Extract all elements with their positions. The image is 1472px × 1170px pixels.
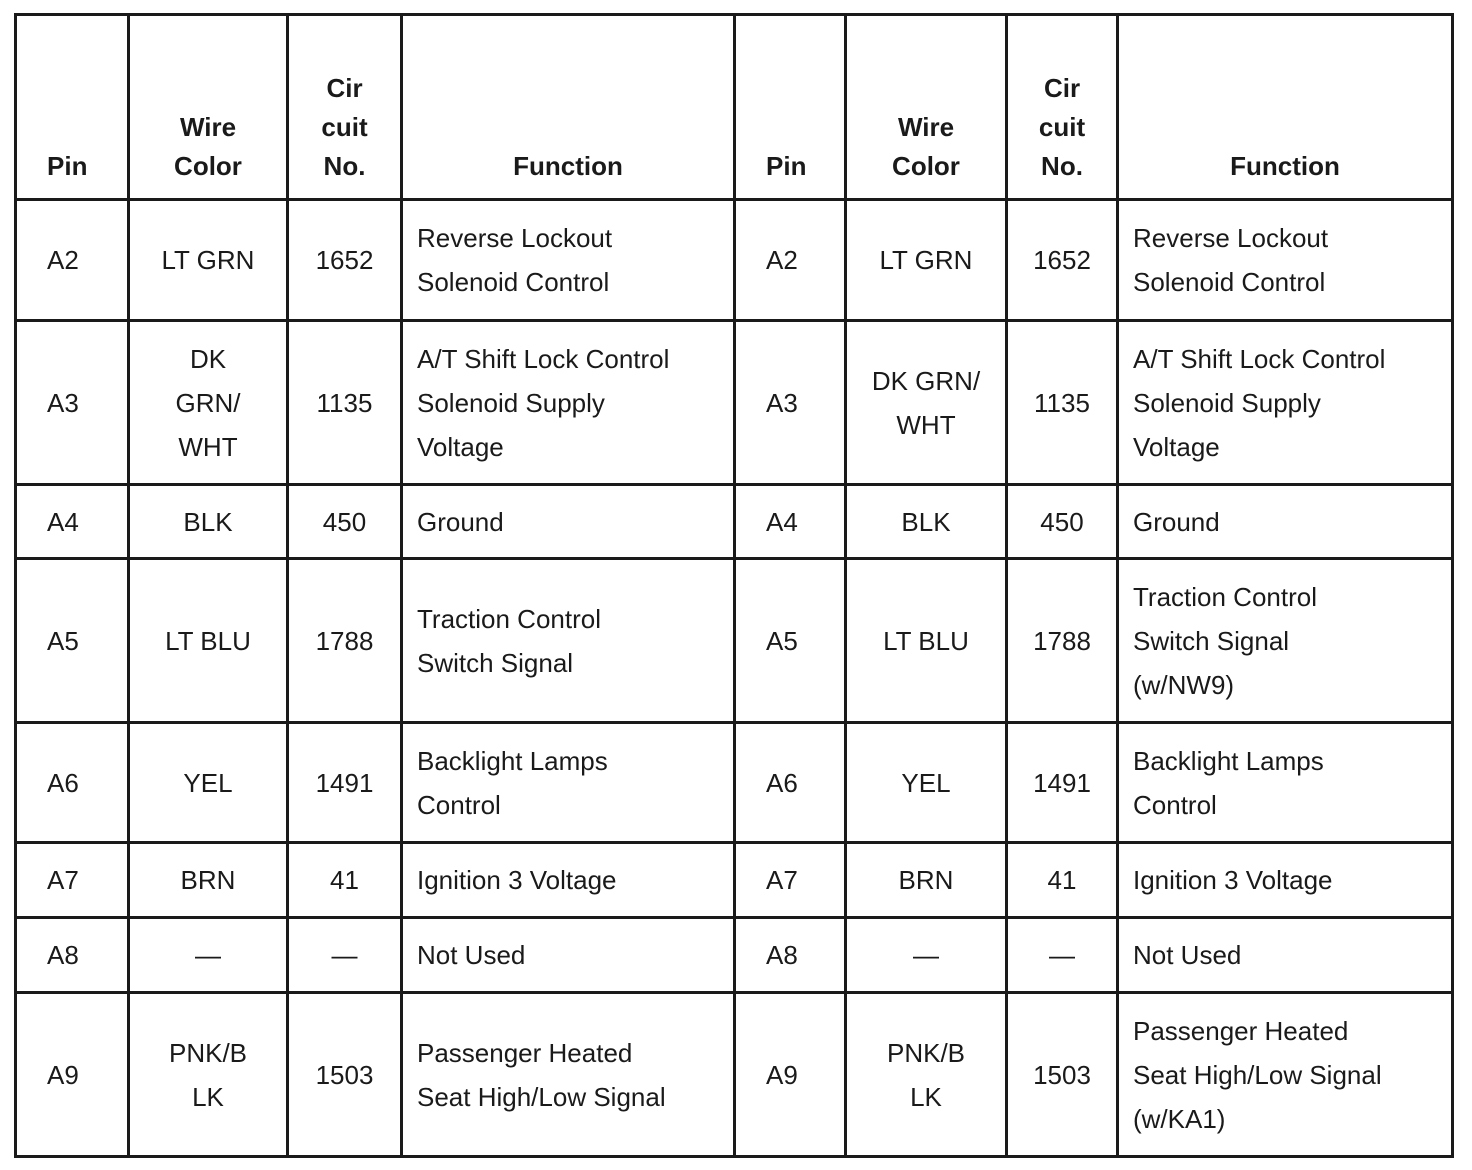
function-cell: Traction Control Switch Signal (w/NW9): [1118, 559, 1453, 723]
pin-cell: A2: [735, 200, 846, 321]
function-cell: Reverse Lockout Solenoid Control: [1118, 200, 1453, 321]
function-cell: Traction Control Switch Signal: [402, 559, 735, 723]
table-row: [16, 918, 1453, 993]
function-cell: Ignition 3 Voltage: [1118, 843, 1453, 918]
header-wire-color-left: Wire Color: [129, 15, 288, 200]
function-cell: Passenger Heated Seat High/Low Signal (w/KA1): [1118, 993, 1453, 1157]
circuit-cell: 1135: [288, 321, 402, 485]
wire-color-cell: PNK/B LK: [846, 993, 1007, 1157]
pin-cell: A9: [16, 993, 129, 1157]
header-function-left: Function: [402, 15, 735, 200]
pin-cell: A9: [735, 993, 846, 1157]
table-row: [16, 723, 1453, 843]
circuit-cell: 1503: [1007, 993, 1118, 1157]
circuit-cell: 1135: [1007, 321, 1118, 485]
function-cell: Not Used: [1118, 918, 1453, 993]
wire-color-cell: DK GRN/ WHT: [846, 321, 1007, 485]
function-cell: A/T Shift Lock Control Solenoid Supply Voltage: [1118, 321, 1453, 485]
function-cell: Ignition 3 Voltage: [402, 843, 735, 918]
circuit-cell: 450: [288, 485, 402, 559]
pin-cell: A8: [16, 918, 129, 993]
pin-cell: A4: [735, 485, 846, 559]
function-cell: Ground: [402, 485, 735, 559]
table-row: [16, 200, 1453, 321]
header-wire-color-right: Wire Color: [846, 15, 1007, 200]
pin-cell: A4: [16, 485, 129, 559]
header-pin-left: Pin: [16, 15, 129, 200]
pin-cell: A6: [735, 723, 846, 843]
header-circuit-no-left: Cir cuit No.: [288, 15, 402, 200]
pin-cell: A5: [16, 559, 129, 723]
wire-color-cell: YEL: [846, 723, 1007, 843]
header-function-right: Function: [1118, 15, 1453, 200]
header-pin-right: Pin: [735, 15, 846, 200]
function-cell: A/T Shift Lock Control Solenoid Supply Voltage: [402, 321, 735, 485]
circuit-cell: 1652: [288, 200, 402, 321]
wire-color-cell: DK GRN/ WHT: [129, 321, 288, 485]
circuit-cell: 1788: [288, 559, 402, 723]
function-cell: Passenger Heated Seat High/Low Signal: [402, 993, 735, 1157]
circuit-cell: —: [1007, 918, 1118, 993]
wire-color-cell: PNK/B LK: [129, 993, 288, 1157]
function-cell: Not Used: [402, 918, 735, 993]
pin-cell: A7: [735, 843, 846, 918]
pin-cell: A7: [16, 843, 129, 918]
wire-color-cell: BRN: [129, 843, 288, 918]
circuit-cell: 1491: [288, 723, 402, 843]
wire-color-cell: —: [846, 918, 1007, 993]
wire-color-cell: LT BLU: [129, 559, 288, 723]
wire-color-cell: LT GRN: [129, 200, 288, 321]
pin-cell: A2: [16, 200, 129, 321]
wire-color-cell: LT BLU: [846, 559, 1007, 723]
wire-color-cell: —: [129, 918, 288, 993]
circuit-cell: 1652: [1007, 200, 1118, 321]
circuit-cell: —: [288, 918, 402, 993]
circuit-cell: 41: [1007, 843, 1118, 918]
function-cell: Backlight Lamps Control: [1118, 723, 1453, 843]
table-row: [16, 485, 1453, 559]
circuit-cell: 450: [1007, 485, 1118, 559]
wire-color-cell: BLK: [129, 485, 288, 559]
circuit-cell: 1491: [1007, 723, 1118, 843]
circuit-cell: 1788: [1007, 559, 1118, 723]
wire-color-cell: LT GRN: [846, 200, 1007, 321]
pin-cell: A6: [16, 723, 129, 843]
header-circuit-no-right: Cir cuit No.: [1007, 15, 1118, 200]
table-row: [16, 843, 1453, 918]
function-cell: Reverse Lockout Solenoid Control: [402, 200, 735, 321]
function-cell: Ground: [1118, 485, 1453, 559]
header-row: [16, 15, 1453, 200]
connector-pinout-table: [14, 13, 1454, 1158]
table-row: [16, 559, 1453, 723]
circuit-cell: 1503: [288, 993, 402, 1157]
table-row: [16, 993, 1453, 1157]
table-row: [16, 321, 1453, 485]
wire-color-cell: YEL: [129, 723, 288, 843]
pin-cell: A8: [735, 918, 846, 993]
pin-cell: A3: [735, 321, 846, 485]
wire-color-cell: BRN: [846, 843, 1007, 918]
function-cell: Backlight Lamps Control: [402, 723, 735, 843]
circuit-cell: 41: [288, 843, 402, 918]
wire-color-cell: BLK: [846, 485, 1007, 559]
pin-cell: A3: [16, 321, 129, 485]
pin-cell: A5: [735, 559, 846, 723]
